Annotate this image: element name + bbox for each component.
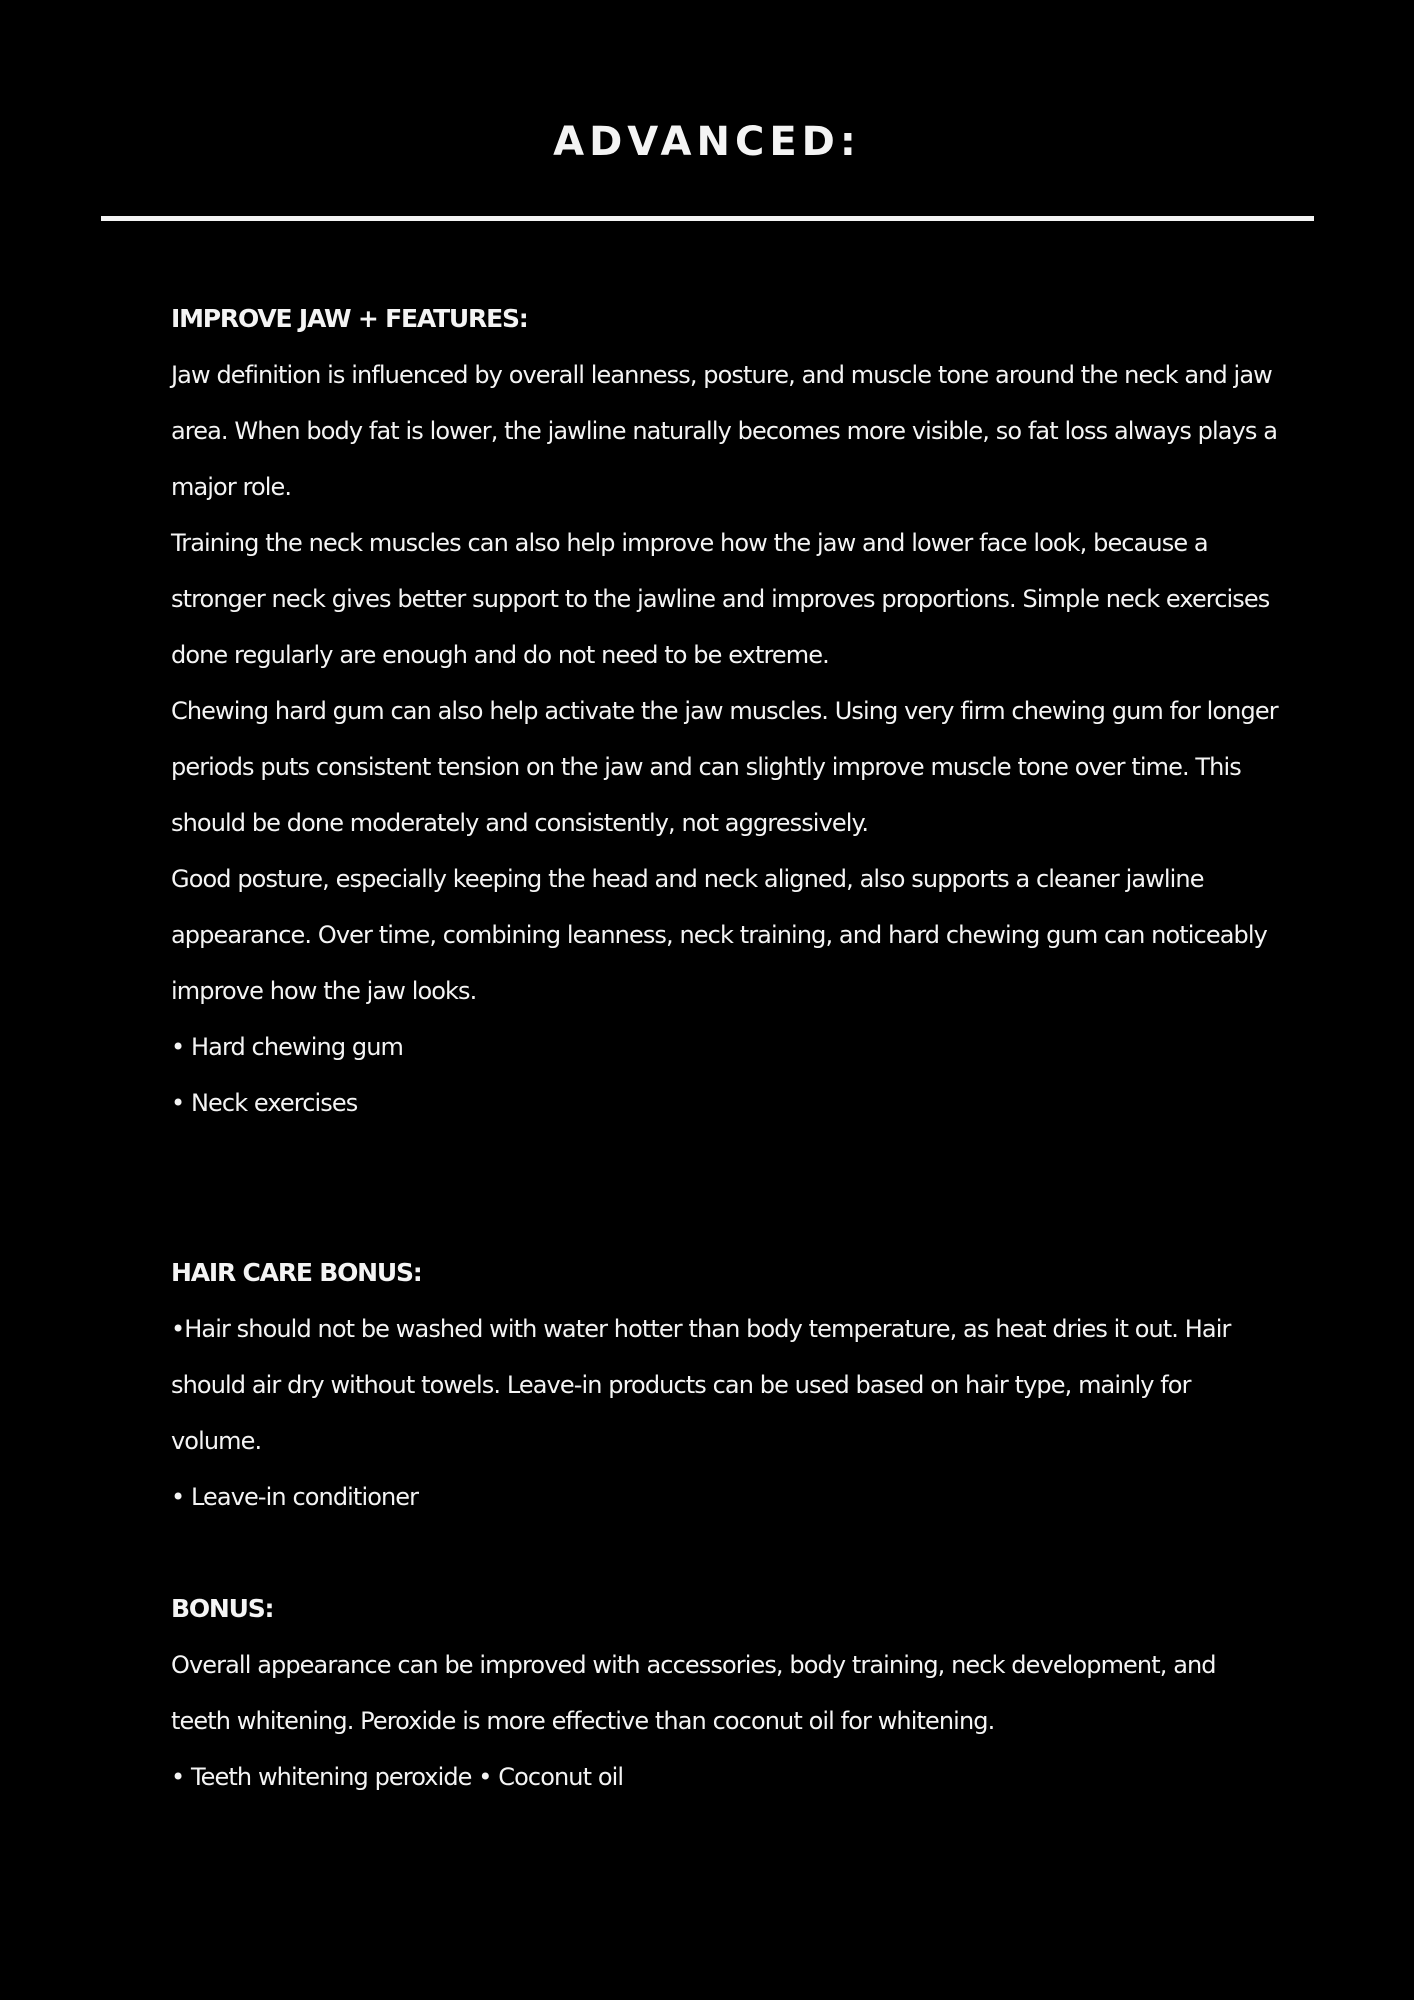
paragraph: Good posture, especially keeping the head and neck aligned, also supports a cleaner jawline appearance. Over time, combining leanness, neck training, and hard chewing gum can noticeably improve how the jaw looks. xyxy=(171,865,1267,1005)
bullet-item: • Teeth whitening peroxide • Coconut oil xyxy=(171,1763,624,1791)
paragraph: Overall appearance can be improved with accessories, body training, neck development, and teeth whitening. Peroxide is more effective than coconut oil for whitening. xyxy=(171,1651,1216,1735)
bullet-item: • Hard chewing gum xyxy=(171,1033,404,1061)
paragraph: Jaw definition is influenced by overall leanness, posture, and muscle tone around the neck and jaw area. When body fat is lower, the jawline naturally becomes more visible, so fat loss always plays a major role. xyxy=(171,361,1278,501)
section-bonus xyxy=(171,1581,1281,1805)
section-heading: HAIR CARE BONUS: xyxy=(171,1258,422,1287)
paragraph: Chewing hard gum can also help activate the jaw muscles. Using very firm chewing gum for longer periods puts consistent tension on the jaw and can slightly improve muscle tone over time. This should be done moderately and consistently, not aggressively. xyxy=(171,697,1278,837)
page-title: ADVANCED: xyxy=(553,119,861,165)
section-heading: BONUS: xyxy=(171,1594,274,1623)
paragraph: •Hair should not be washed with water hotter than body temperature, as heat dries it out. Hair should air dry without towels. Leave-in products can be used based on hair type, mainly for volume. xyxy=(171,1315,1231,1455)
bullet-item: • Leave-in conditioner xyxy=(171,1483,419,1511)
bullet-item: • Neck exercises xyxy=(171,1089,358,1117)
section-hair-care xyxy=(171,1245,1281,1525)
section-improve-jaw xyxy=(171,291,1281,1131)
paragraph: Training the neck muscles can also help improve how the jaw and lower face look, because a stronger neck gives better support to the jawline and improves proportions. Simple neck exercises done regularly are enough and do not need to be extreme. xyxy=(171,529,1270,669)
title-divider xyxy=(101,216,1314,221)
section-heading: IMPROVE JAW + FEATURES: xyxy=(171,304,528,333)
